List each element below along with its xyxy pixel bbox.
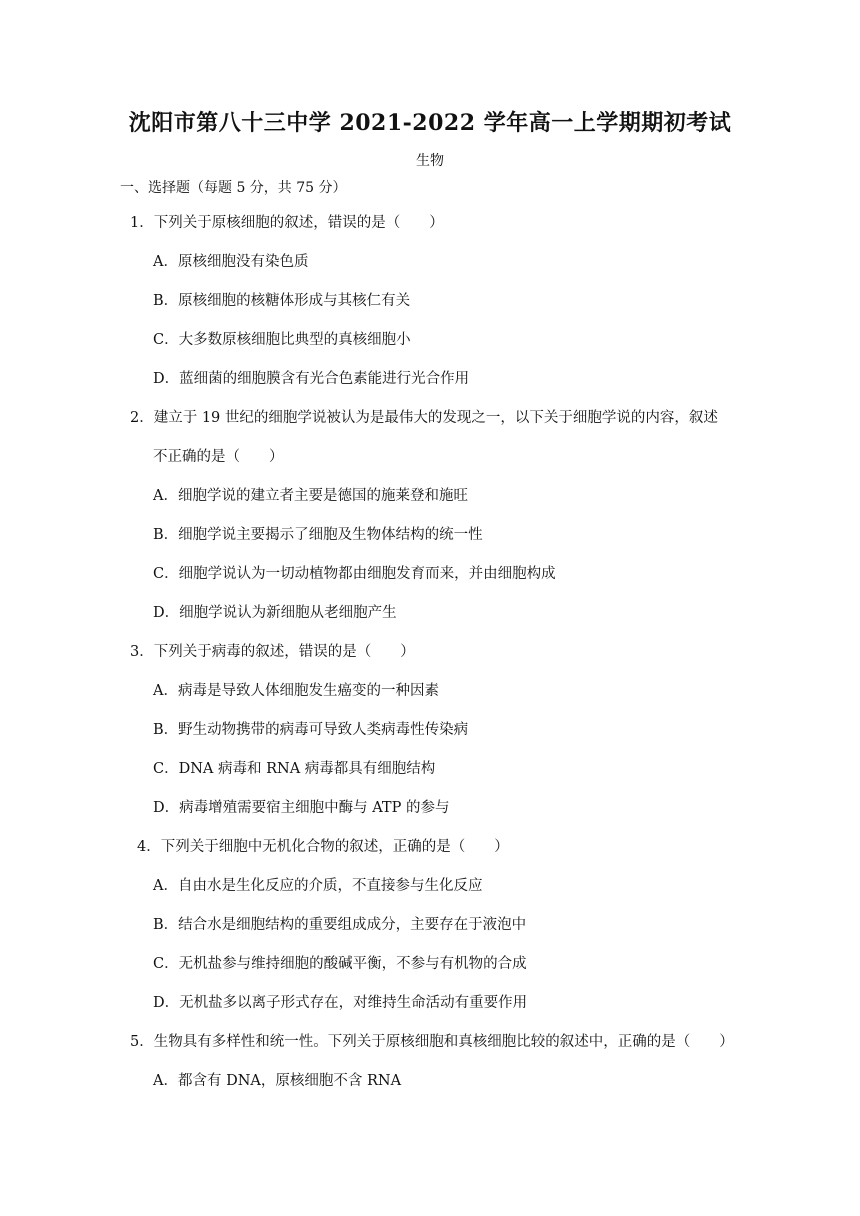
question-3-option-a: A．病毒是导致人体细胞发生癌变的一种因素 [153, 683, 439, 699]
question-5-stem: 5．生物具有多样性和统一性。下列关于原核细胞和真核细胞比较的叙述中，正确的是（ ） [130, 1034, 734, 1050]
question-3-option-b: B．野生动物携带的病毒可导致人类病毒性传染病 [153, 722, 469, 738]
subject-heading: 生物 [416, 153, 444, 169]
question-4-stem: 4．下列关于细胞中无机化合物的叙述，正确的是（ ） [137, 839, 509, 855]
question-4-option-d: D．无机盐多以离子形式存在，对维持生命活动有重要作用 [153, 995, 528, 1011]
question-1-option-a: A．原核细胞没有染色质 [153, 254, 309, 270]
question-2-option-b: B．细胞学说主要揭示了细胞及生物体结构的统一性 [153, 527, 483, 543]
question-5-option-a: A．都含有 DNA，原核细胞不含 RNA [153, 1073, 402, 1089]
question-1-option-d: D．蓝细菌的细胞膜含有光合色素能进行光合作用 [153, 371, 470, 387]
question-2-stem-continued: 不正确的是（ ） [153, 449, 284, 465]
question-4-option-c: C．无机盐参与维持细胞的酸碱平衡，不参与有机物的合成 [153, 956, 527, 972]
question-2-stem: 2．建立于 19 世纪的细胞学说被认为是最伟大的发现之一，以下关于细胞学说的内容，叙述 [130, 410, 718, 426]
question-1-option-c: C．大多数原核细胞比典型的真核细胞小 [153, 332, 411, 348]
question-3-stem: 3．下列关于病毒的叙述，错误的是（ ） [130, 644, 415, 660]
question-4-option-b: B．结合水是细胞结构的重要组成成分，主要存在于液泡中 [153, 917, 527, 933]
question-2-option-d: D．细胞学说认为新细胞从老细胞产生 [153, 605, 397, 621]
question-2-option-c: C．细胞学说认为一切动植物都由细胞发育而来，并由细胞构成 [153, 566, 556, 582]
question-3-option-c: C．DNA 病毒和 RNA 病毒都具有细胞结构 [153, 761, 436, 777]
section-heading: 一、选择题（每题 5 分，共 75 分） [120, 180, 347, 196]
page-title: 沈阳市第八十三中学 2021-2022 学年高一上学期期初考试 [128, 110, 732, 136]
question-1-stem: 1．下列关于原核细胞的叙述，错误的是（ ） [130, 215, 444, 231]
question-4-option-a: A．自由水是生化反应的介质，不直接参与生化反应 [153, 878, 483, 894]
question-2-option-a: A．细胞学说的建立者主要是德国的施莱登和施旺 [153, 488, 468, 504]
question-1-option-b: B．原核细胞的核糖体形成与其核仁有关 [153, 293, 411, 309]
question-3-option-d: D．病毒增殖需要宿主细胞中酶与 ATP 的参与 [153, 800, 450, 816]
